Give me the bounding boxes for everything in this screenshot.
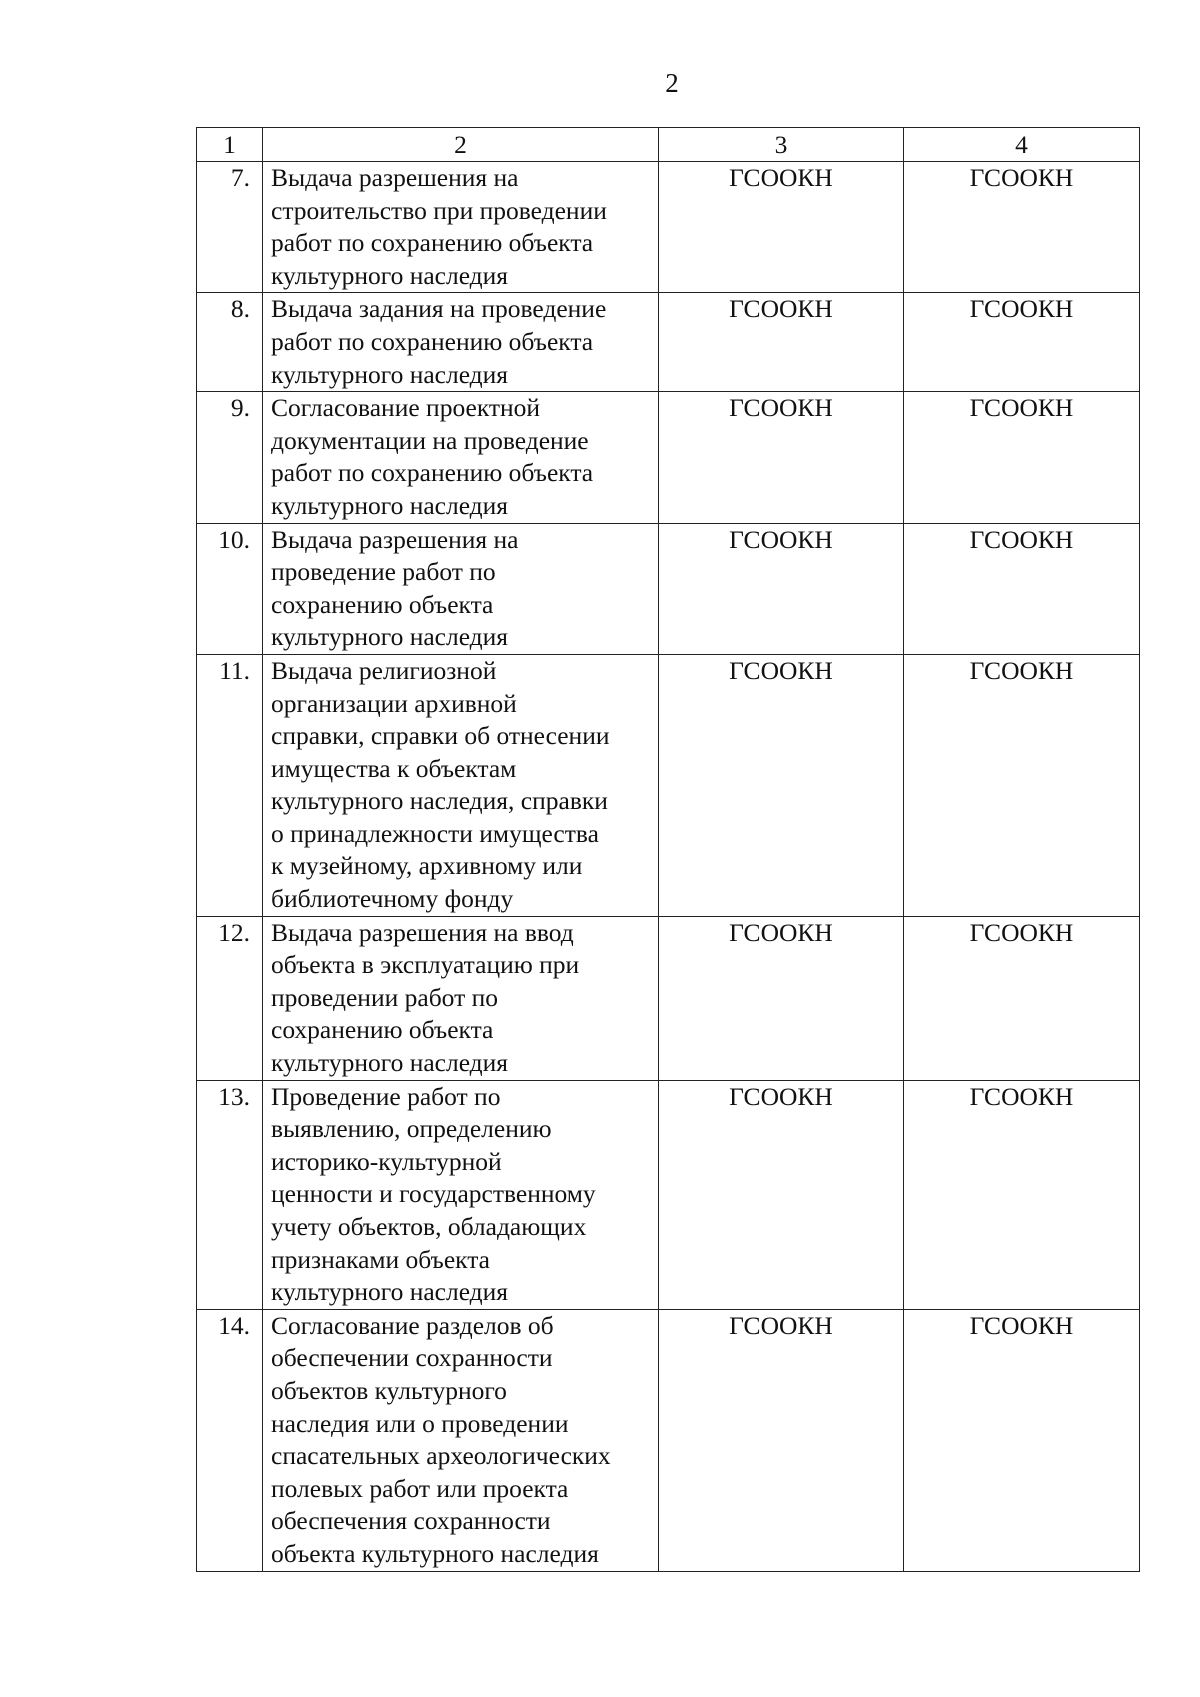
table-row [197,1309,1140,1571]
column-4-cell: ГСООКН [904,392,1140,523]
column-3-cell: ГСООКН [659,1080,904,1309]
service-name-cell [263,916,659,1080]
service-name-line: Проведение работ по [271,1081,501,1111]
service-name-line: культурного наследия [271,359,509,389]
service-name-line: признаками объекта [271,1244,490,1274]
column-4-cell: ГСООКН [904,1309,1140,1571]
service-name-line: ценности и государственному [271,1179,596,1209]
column-3-cell: ГСООКН [659,523,904,654]
service-name-line: обеспечении сохранности [271,1343,553,1373]
service-name-line: документации на проведение [271,425,589,455]
row-number-cell: 8. [197,293,263,392]
row-number-cell: 11. [197,654,263,916]
table-body [197,128,1140,1572]
service-name-line: объекта в эксплуатацию при [271,950,580,980]
service-name-line: культурного наследия [271,1048,509,1078]
service-name-line: работ по сохранению объекта [271,228,594,258]
service-name-line: проведении работ по [271,982,498,1012]
service-name-line: библиотечному фонду [271,884,514,914]
table-row [197,916,1140,1080]
service-name-line: Согласование разделов об [271,1310,554,1340]
service-name-line: о принадлежности имущества [271,818,599,848]
column-3-cell: ГСООКН [659,293,904,392]
service-name-line: историко-культурной [271,1146,502,1176]
column-3-cell: ГСООКН [659,162,904,293]
table-row [197,1080,1140,1309]
service-name-line: работ по сохранению объекта [271,326,594,356]
table-row [197,654,1140,916]
service-name-line: обеспечения сохранности [271,1506,551,1536]
column-4-cell: ГСООКН [904,523,1140,654]
column-4-cell: ГСООКН [904,162,1140,293]
column-3-cell: ГСООКН [659,916,904,1080]
service-name-line: Выдача задания на проведение [271,294,607,324]
service-name-line: полевых работ или проекта [271,1473,569,1503]
service-name-line: Выдача разрешения на [271,163,519,192]
service-name-cell [263,392,659,523]
service-name-line: Выдача разрешения на [271,524,519,554]
service-name-line: Выдача разрешения на ввод [271,917,574,947]
service-name-line: Согласование проектной [271,393,541,423]
column-4-cell: ГСООКН [904,654,1140,916]
service-name-line: выявлению, определению [271,1114,552,1144]
service-name-cell [263,1309,659,1571]
service-name-line: строительство при проведении [271,195,607,225]
service-name-line: культурного наследия [271,490,509,520]
service-name-line: спасательных археологических [271,1441,611,1471]
service-name-line: имущества к объектам [271,753,517,783]
service-name-cell [263,293,659,392]
table-row [197,162,1140,293]
header-row [197,128,1140,162]
service-name-line: объекта культурного наследия [271,1538,599,1568]
service-name-line: сохранению объекта [271,1015,494,1045]
service-name-line: объектов культурного [271,1375,507,1405]
column-4-cell: ГСООКН [904,1080,1140,1309]
column-4-cell: ГСООКН [904,293,1140,392]
row-number-cell: 12. [197,916,263,1080]
page-number: 2 [665,68,679,98]
header-cell-2: 2 [263,128,659,162]
row-number-cell: 10. [197,523,263,654]
service-name-line: проведение работ по [271,557,496,587]
column-3-cell: ГСООКН [659,392,904,523]
header-cell-3: 3 [659,128,904,162]
table-row [197,523,1140,654]
column-3-cell: ГСООКН [659,1309,904,1571]
service-name-line: наследия или о проведении [271,1408,569,1438]
service-name-line: культурного наследия [271,622,509,652]
column-3-cell: ГСООКН [659,654,904,916]
service-name-line: культурного наследия [271,1277,509,1307]
row-number-cell: 14. [197,1309,263,1571]
row-number-cell: 9. [197,392,263,523]
header-cell-1: 1 [197,128,263,162]
service-name-cell [263,654,659,916]
service-name-line: культурного наследия, справки [271,786,608,816]
service-name-line: справки, справки об отнесении [271,721,610,751]
service-name-line: к музейному, архивному или [271,851,583,881]
service-name-line: культурного наследия [271,260,509,290]
service-name-cell [263,162,659,293]
table-row [197,392,1140,523]
services-table [196,127,1140,1572]
service-name-line: работ по сохранению объекта [271,458,594,488]
service-name-line: организации архивной [271,688,517,718]
service-name-cell [263,523,659,654]
row-number-cell: 7. [197,162,263,293]
header-cell-4: 4 [904,128,1140,162]
column-4-cell: ГСООКН [904,916,1140,1080]
service-name-cell [263,1080,659,1309]
service-name-line: учету объектов, обладающих [271,1212,587,1241]
row-number-cell: 13. [197,1080,263,1309]
service-name-line: сохранению объекта [271,589,494,619]
service-name-line: Выдача религиозной [271,655,497,685]
table-row [197,293,1140,392]
